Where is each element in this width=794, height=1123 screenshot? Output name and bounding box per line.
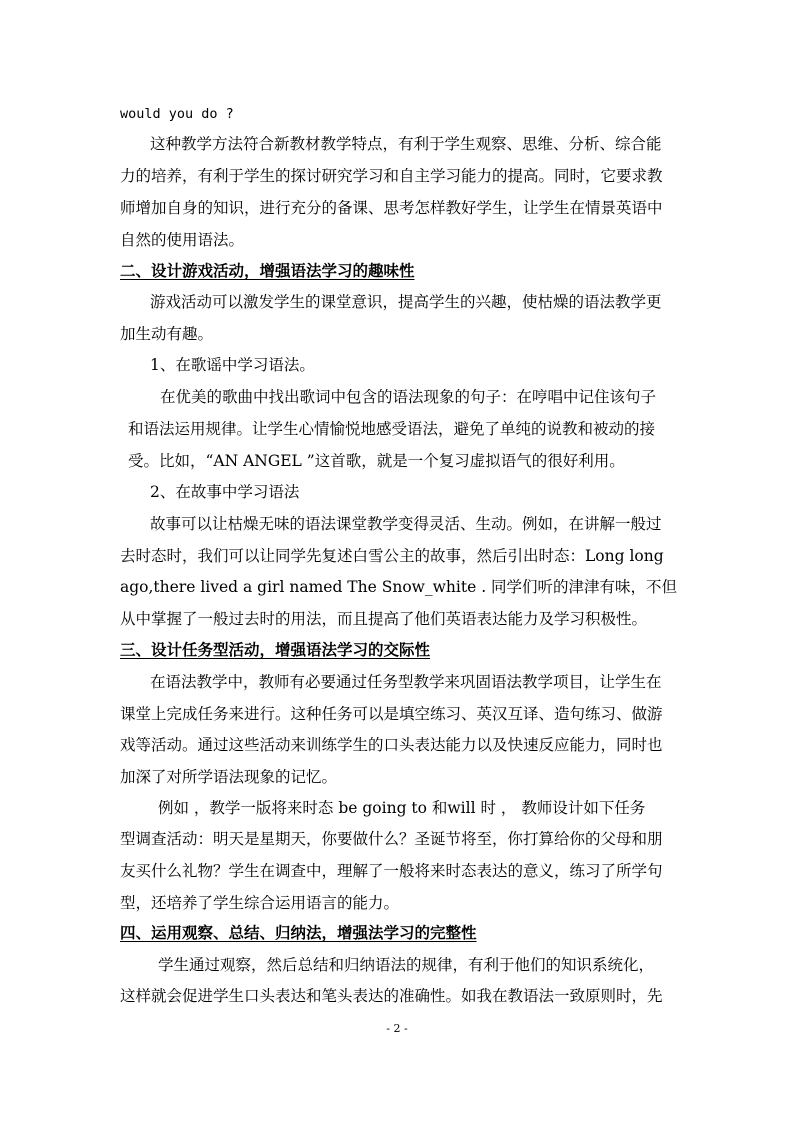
text-line: 戏等活动。通过这些活动来训练学生的口头表达能力以及快速反应能力，同时也 [120, 736, 663, 754]
text-line: 故事可以让枯燥无味的语法课堂教学变得灵活、生动。例如，在讲解一般过 [150, 515, 662, 533]
text-line: 友买什么礼物？学生在调查中，理解了一般将来时态表达的意义，练习了所学句 [120, 862, 663, 880]
text-line: ago,there lived a girl named The Snow_white . 同学们听的津津有味，不但 [120, 578, 678, 596]
text-line: 这种教学方法符合新教材教学特点，有利于学生观察、思维、分析、综合能 [150, 135, 662, 153]
text-line: 受。比如，“AN ANGEL ”这首歌，就是一个复习虚拟语气的很好利用。 [128, 452, 625, 470]
text-line: 师增加自身的知识，进行充分的备课、思考怎样教好学生，让学生在情景英语中 [120, 199, 663, 217]
section-heading: 三、设计任务型活动，增强语法学习的交际性 [120, 641, 431, 659]
section-heading: 二、设计游戏活动，增强语法学习的趣味性 [120, 262, 415, 280]
text-line: 2、在故事中学习语法 [150, 483, 300, 501]
text-line: 和语法运用规律。让学生心情愉悦地感受语法，避免了单纯的说教和被动的接 [128, 420, 656, 438]
page-number: - 2 - [386, 1022, 408, 1035]
section-heading: 四、运用观察、总结、归纳法，增强法学习的完整性 [120, 924, 477, 942]
text-line: 去时态时，我们可以让同学先复述白雪公主的故事，然后引出时态：Long long [120, 547, 664, 565]
text-line: 加生动有趣。 [120, 325, 214, 343]
text-line: 在优美的歌曲中找出歌词中包含的语法现象的句子：在哼唱中记住该句子 [160, 388, 657, 406]
text-line: 自然的使用语法。 [120, 231, 245, 249]
text-line: 课堂上完成任务来进行。这种任务可以是填空练习、英汉互译、造句练习、做游 [120, 705, 663, 723]
text-line: 学生通过观察，然后总结和归纳语法的规律，有利于他们的知识系统化， [158, 956, 655, 974]
text-line: 型调查活动：明天是星期天，你要做什么？圣诞节将至，你打算给你的父母和朋 [120, 830, 663, 848]
text-line: 这样就会促进学生口头表达和笔头表达的准确性。如我在教语法一致原则时，先 [120, 987, 663, 1005]
text-line: 1、在歌谣中学习语法。 [150, 356, 315, 374]
text-line: 型，还培养了学生综合运用语言的能力。 [120, 894, 400, 912]
text-line: 例如 ，教学一版将来时态 be going to 和will 时 ， 教师设计如下任务 [158, 799, 646, 817]
text-line: 力的培养，有利于学生的探讨研究学习和自主学习能力的提高。同时，它要求教 [120, 167, 663, 185]
text-line: 从中掌握了一般过去时的用法，而且提高了他们英语表达能力及学习积极性。 [120, 610, 648, 628]
text-line: would you do ? [120, 106, 234, 122]
text-line: 游戏活动可以激发学生的课堂意识，提高学生的兴趣，使枯燥的语法教学更 [150, 293, 662, 311]
text-line: 在语法教学中，教师有必要通过任务型教学来巩固语法教学项目，让学生在 [150, 673, 662, 691]
text-line: 加深了对所学语法现象的记忆。 [120, 768, 338, 786]
